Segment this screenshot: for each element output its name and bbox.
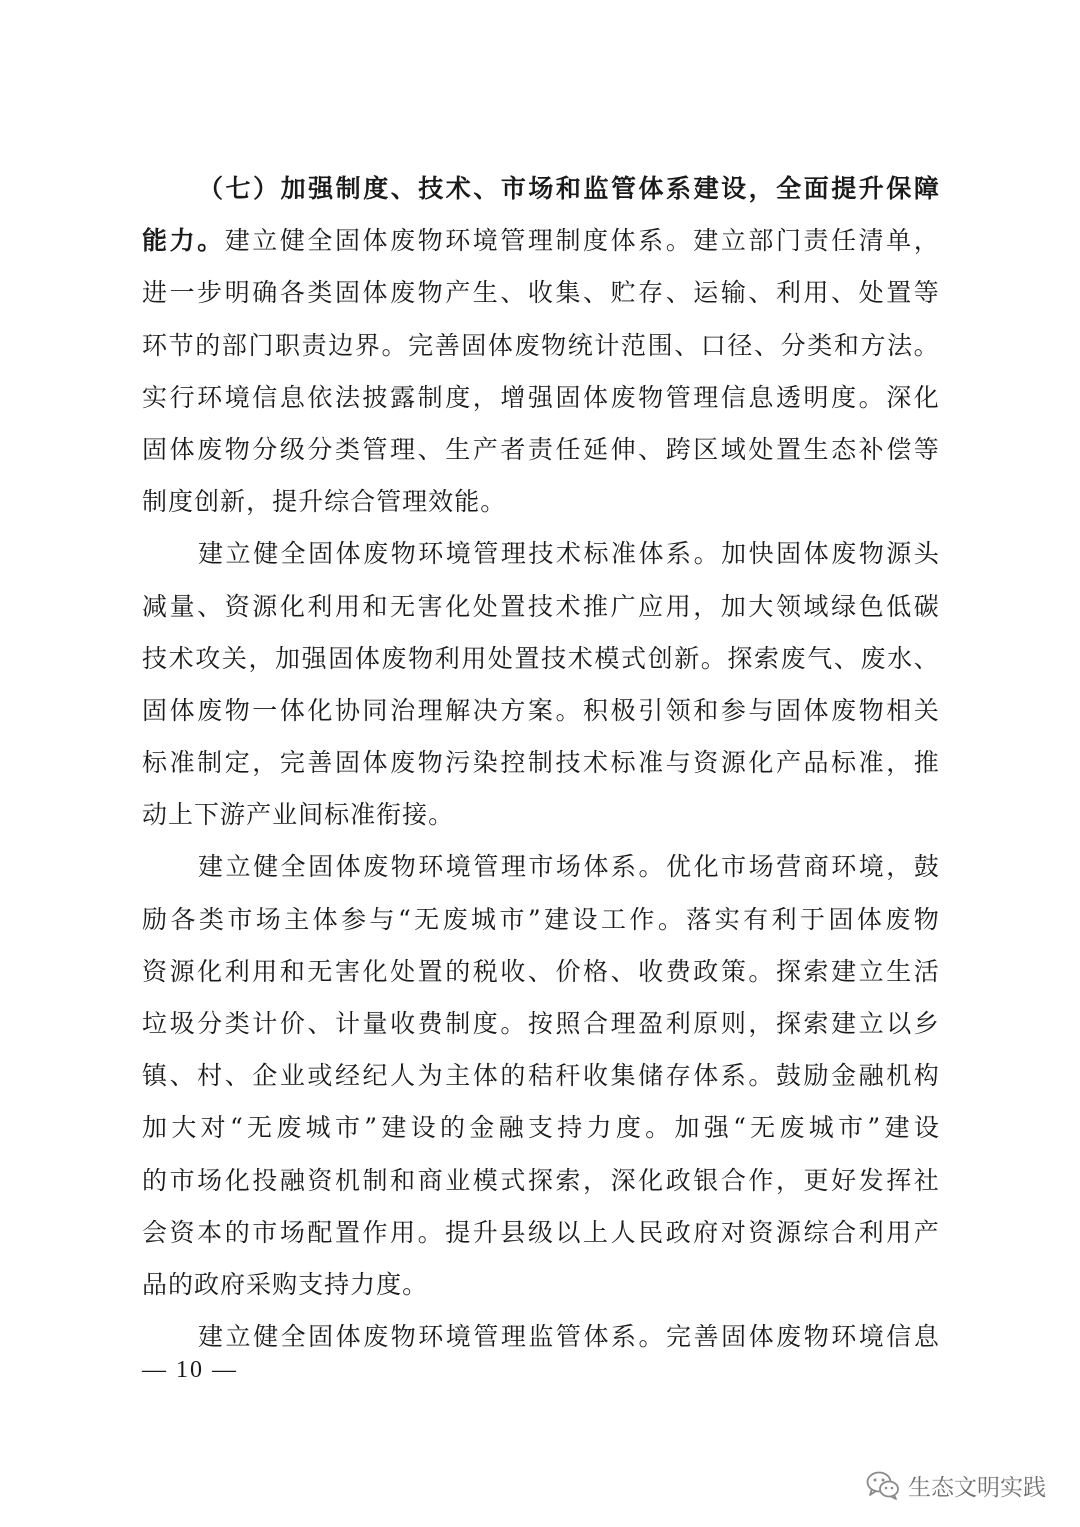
text-line: 固 体 废 物 分 级 分 类 管 理 、 生 产 者 责 任 延 伸 、 跨 区 域 处 置 生 态 补 偿 等 (142, 434, 940, 464)
text-line: 垃 圾 分 类 计 价 、 计 量 收 费 制 度 。 按 照 合 理 盈 利 原 则 ， 探 索 建 立 以 乡 (142, 1009, 940, 1038)
text-line: 的 市 场 化 投 融 资 机 制 和 商 业 模 式 探 索 ， 深 化 政 银 合 作 ， 更 好 发 挥 社 (142, 1165, 940, 1195)
document-body (142, 163, 940, 1363)
text-line: 减 量 、 资 源 化 利 用 和 无 害 化 处 置 技 术 推 广 应 用 ， 加 大 领 域 绿 色 低 碳 (142, 591, 940, 621)
wechat-icon (866, 1470, 900, 1500)
text-line: 技 术 攻 关 ， 加 强 固 体 废 物 利 用 处 置 技 术 模 式 创 新 。 探 索 废 气 、 废 水 、 (142, 643, 940, 673)
text-line: 环 节 的 部 门 职 责 边 界 。 完 善 固 体 废 物 统 计 范 围 、 口 径 、 分 类 和 方 法 。 (142, 330, 940, 360)
wechat-watermark (866, 1465, 1046, 1505)
text-line: 建 立 健 全 固 体 废 物 环 境 管 理 市 场 体 系 。 优 化 市 场 营 商 环 境 ， 鼓 (198, 852, 940, 882)
text-line: 实 行 环 境 信 息 依 法 披 露 制 度 ， 增 强 固 体 废 物 管 理 信 息 透 明 度 。 深 化 (142, 382, 940, 412)
text-line: 动 上 下 游 产 业 间 标 准 衔 接 。 (142, 800, 455, 830)
page-number: — 10 — (142, 1357, 238, 1383)
text-line: 制 度 创 新 ， 提 升 综 合 管 理 效 能 。 (142, 487, 507, 517)
text-line: 加 大 对 “ 无 废 城 市 ” 建 设 的 金 融 支 持 力 度 。 加 强 “ 无 废 城 市 ” 建 设 (142, 1113, 940, 1143)
text-line: 会 资 本 的 市 场 配 置 作 用 。 提 升 县 级 以 上 人 民 政 府 对 资 源 综 合 利 用 产 (142, 1217, 940, 1247)
text-line: 能 力 。 建 立 健 全 固 体 废 物 环 境 管 理 制 度 体 系 。 建 立 部 门 责 任 清 单 ， (142, 226, 940, 256)
text-line: 镇 、 村 、 企 业 或 经 纪 人 为 主 体 的 秸 秆 收 集 储 存 体 系 。 鼓 励 金 融 机 构 (142, 1061, 940, 1091)
watermark-text: 生态文明实践 (908, 1474, 1046, 1501)
text-line: 固 体 废 物 一 体 化 协 同 治 理 解 决 方 案 。 积 极 引 领 和 参 与 固 体 废 物 相 关 (142, 695, 940, 725)
text-line: 励 各 类 市 场 主 体 参 与 “ 无 废 城 市 ” 建 设 工 作 。 落 实 有 利 于 固 体 废 物 (142, 904, 940, 934)
text-line: （ 七 ） 加 强 制 度 、 技 术 、 市 场 和 监 管 体 系 建 设 ， 全 面 提 升 保 障 (198, 174, 940, 203)
text-line: 品 的 政 府 采 购 支 持 力 度 。 (142, 1269, 429, 1299)
text-line: 建 立 健 全 固 体 废 物 环 境 管 理 技 术 标 准 体 系 。 加 快 固 体 废 物 源 头 (198, 539, 940, 569)
text-line: 建 立 健 全 固 体 废 物 环 境 管 理 监 管 体 系 。 完 善 固 体 废 物 环 境 信 息 (198, 1322, 940, 1352)
text-line: 标 准 制 定 ， 完 善 固 体 废 物 污 染 控 制 技 术 标 准 与 资 源 化 产 品 标 准 ， 推 (142, 748, 940, 778)
text-line: 进 一 步 明 确 各 类 固 体 废 物 产 生 、 收 集 、 贮 存 、 运 输 、 利 用 、 处 置 等 (142, 278, 940, 308)
text-line: 资 源 化 利 用 和 无 害 化 处 置 的 税 收 、 价 格 、 收 费 政 策 。 探 索 建 立 生 活 (142, 956, 940, 986)
